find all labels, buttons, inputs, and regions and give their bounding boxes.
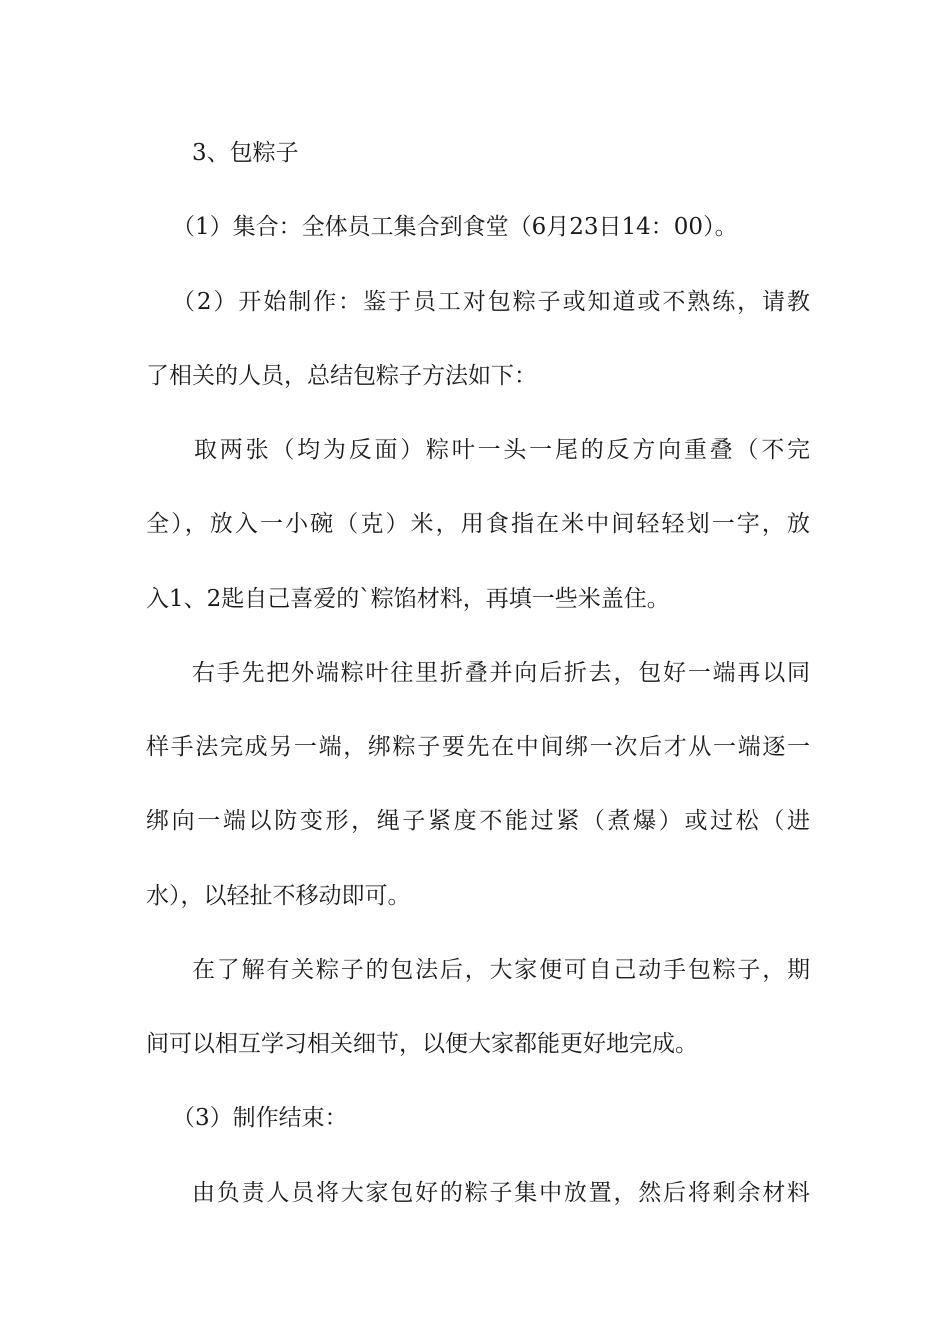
paragraph-line: （2）开始制作：鉴于员工对包粽子或知道或不熟练，请教 [172, 289, 810, 315]
paragraph-line: 右手先把外端粽叶往里折叠并向后折去，包好一端再以同 [192, 660, 810, 686]
paragraph-line: （3）制作结束： [172, 1105, 348, 1131]
paragraph-line: 全），放入一小碗（克）米，用食指在米中间轻轻划一字，放 [146, 511, 810, 537]
paragraph-line: 入1、2匙自己喜爱的`粽馅材料，再填一些米盖住。 [146, 586, 670, 612]
paragraph-line: 样手法完成另一端，绑粽子要先在中间绑一次后才从一端逐一 [146, 734, 810, 760]
paragraph-line: 了相关的人员，总结包粽子方法如下： [146, 363, 537, 389]
paragraph-line: （1）集合：全体员工集合到食堂（6月23日14：00）。 [172, 214, 738, 240]
paragraph-line: 水），以轻扯不移动即可。 [146, 883, 411, 909]
section-heading: 3、包粽子 [192, 140, 299, 166]
paragraph-line: 取两张（均为反面）粽叶一头一尾的反方向重叠（不完 [194, 437, 810, 463]
paragraph-line: 由负责人员将大家包好的粽子集中放置，然后将剩余材料 [192, 1180, 810, 1206]
paragraph-line: 在了解有关粽子的包法后，大家便可自己动手包粽子，期 [192, 957, 810, 983]
paragraph-line: 绑向一端以防变形，绳子紧度不能过紧（煮爆）或过松（进 [146, 808, 810, 834]
paragraph-line: 间可以相互学习相关细节，以便大家都能更好地完成。 [146, 1031, 698, 1057]
